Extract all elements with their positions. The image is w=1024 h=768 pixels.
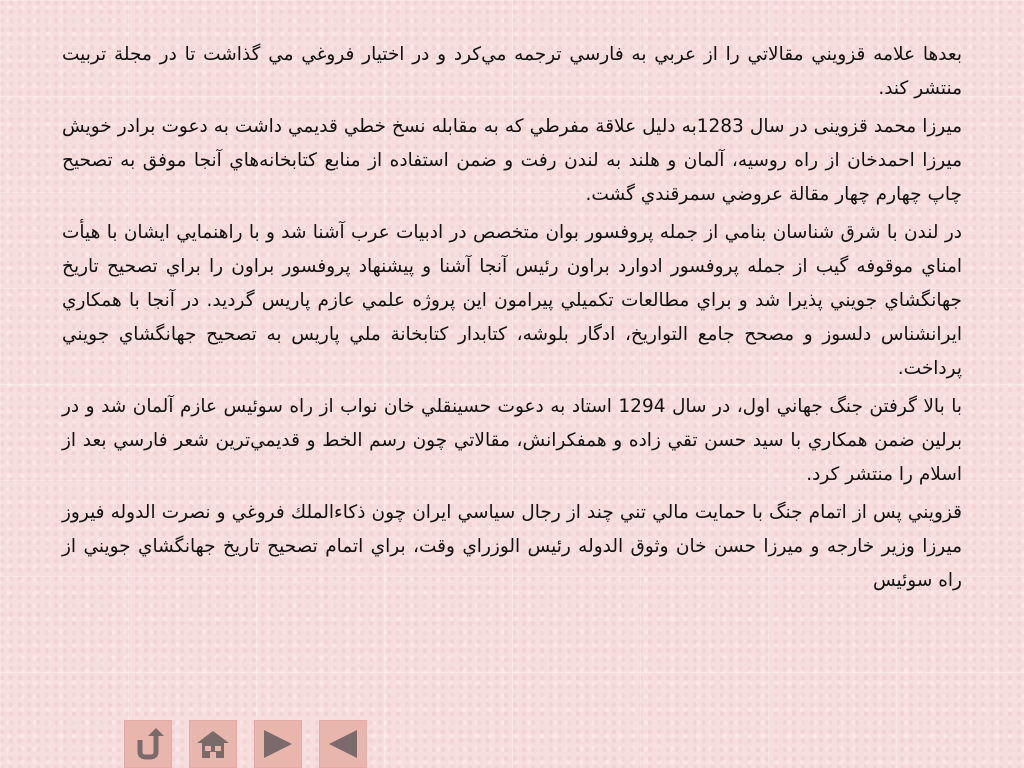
- home-button[interactable]: [189, 720, 237, 768]
- next-button[interactable]: [254, 720, 302, 768]
- paragraph-1: بعدها علامه قزويني مقالاتي را از عربي به فارسي ترجمه مي‌كرد و در اختيار فروغي مي گذاشت تا در مجلة تربيت منتشر كند.: [62, 44, 962, 99]
- return-icon: [131, 727, 165, 761]
- paragraph-5: قزويني پس از اتمام جنگ با حمايت مالي تني چند از رجال سياسي ايران چون ذكاءالملك فروغي و نصرت الدوله فيروز ميرزا وزير خارجه و ميرزا حسن خان وثوق الدوله رئيس الوزراي وقت، براي اتمام تصحيح تاريخ جهانگشاي جويني از راه سوئيس: [62, 502, 962, 591]
- paragraph-2: ميرزا محمد قزوینی در سال 1283به دلیل علاقة مفرطي كه به مقابله نسخ خطي قديمي داشت به دعوت برادر خويش ميرزا احمدخان از راه روسيه، آلمان و هلند به لندن رفت و ضمن استفاده از منابع كتابخانه‌هاي آنجا موفق به تصحيح چاپ چهارم چهار مقالة عروضي سمرقندي گشت.: [62, 116, 962, 205]
- paragraph-4: با بالا گرفتن جنگ جهاني اول، در سال 1294 استاد به دعوت حسينقلي خان نواب از راه سوئيس عازم آلمان شد و در برلين ضمن همكاري با سيد حسن تقي زاده و همفكرانش، مقالاتي چون رسم الخط و قديمي‌ترين شعر فارسي بعد از اسلام را منتشر كرد.: [62, 396, 962, 485]
- previous-button[interactable]: [319, 720, 367, 768]
- next-icon: [261, 727, 295, 761]
- return-button[interactable]: [124, 720, 172, 768]
- previous-icon: [326, 727, 360, 761]
- paragraph-3: در لندن با شرق شناسان بنامي از جمله پروفسور بوان متخصص در ادبيات عرب آشنا شد و با راهنمايي ايشان با هيأت امناي موقوفه گيب از جمله پروفسور ادوارد براون رئيس آنجا آشنا و پيشنهاد پروفسور براون را براي تصحيح تاريخ جهانگشاي جويني پذيرا شد و براي مطالعات تكميلي پيرامون اين پروژه علمي عازم پاريس گرديد. در آنجا با همكاري ايرانشناس دلسوز و مصحح جامع التواريخ، ادگار بلوشه، كتابدار كتابخانة ملي پاريس به تصحيح جهانگشاي جويني پرداخت.: [62, 222, 962, 379]
- slide-body: [62, 38, 962, 602]
- home-icon: [195, 726, 231, 762]
- slide-navigation: [124, 720, 367, 768]
